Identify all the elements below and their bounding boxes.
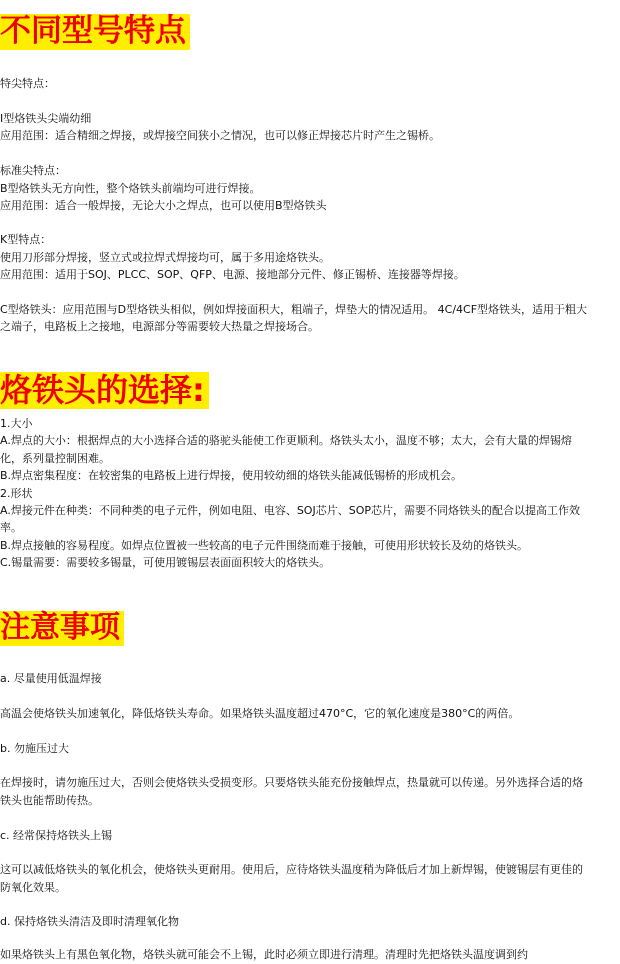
text-line: C.锡量需要：需要较多锡量，可使用镀锡层表面面积较大的烙铁头。 bbox=[0, 556, 331, 569]
text-line: I型烙铁头尖端幼细 bbox=[0, 112, 92, 125]
text-line: b. 勿施压过大 bbox=[0, 742, 69, 755]
text-line: c. 经常保持烙铁头上锡 bbox=[0, 829, 113, 842]
text-line: 1.大小 bbox=[0, 417, 33, 430]
text-line: 防氧化效果。 bbox=[0, 881, 66, 894]
text-line: 应用范围：适用于SOJ、PLCC、SOP、QFP、电源、接地部分元件、修正锡桥、连接器等焊接。 bbox=[0, 268, 465, 281]
text-line: d. 保持烙铁头清洁及即时清理氧化物 bbox=[0, 915, 179, 928]
text-line: K型特点： bbox=[0, 233, 52, 246]
text-line: 标准尖特点： bbox=[0, 164, 66, 177]
text-line: 如果烙铁头上有黑色氧化物，烙铁头就可能会不上锡，此时必须立即进行清理。清理时先把烙铁头温度调到约 bbox=[0, 948, 528, 961]
text-line: 2.形状 bbox=[0, 487, 33, 500]
text-line: C型烙铁头：应用范围与D型烙铁头相似，例如焊接面积大，粗端子，焊垫大的情况适用。 4C/4CF型烙铁头，适用于粗大 bbox=[0, 303, 588, 316]
text-line: B.焊点接触的容易程度。如焊点位置被一些较高的电子元件围绕而难于接触，可使用形状较长及幼的烙铁头。 bbox=[0, 539, 529, 552]
section-heading-models: 不同型号特点 bbox=[0, 14, 190, 50]
text-line: 使用刀形部分焊接，竖立式或拉焊式焊接均可，属于多用途烙铁头。 bbox=[0, 251, 330, 264]
text-line: 特尖特点： bbox=[0, 77, 55, 90]
text-line: A.焊接元件在种类：不同种类的电子元件，例如电阻、电容、SOJ芯片、SOP芯片，需要不同烙铁头的配合以提高工作效 bbox=[0, 504, 580, 517]
text-line: A.焊点的大小：根据焊点的大小选择合适的骆驼头能使工作更顺利。烙铁头太小，温度不够；太大，会有大量的焊锡熔 bbox=[0, 434, 572, 447]
text-line: 高温会使烙铁头加速氧化，降低烙铁头寿命。如果烙铁头温度超过470°C，它的氧化速度是380°C的两倍。 bbox=[0, 707, 520, 720]
text-line: 在焊接时，请勿施压过大，否则会使烙铁头受损变形。只要烙铁头能充份接触焊点，热量就可以传递。另外选择合适的烙 bbox=[0, 776, 583, 789]
text-line: 铁头也能帮助传热。 bbox=[0, 794, 99, 807]
text-line: 化，系列量控制困难。 bbox=[0, 452, 110, 465]
text-line: a. 尽量使用低温焊接 bbox=[0, 672, 102, 685]
section-heading-precautions: 注意事项 bbox=[0, 611, 124, 646]
text-line: B.焊点密集程度：在较密集的电路板上进行焊接，使用较幼细的烙铁头能减低锡桥的形成机会。 bbox=[0, 469, 463, 482]
text-line: 应用范围：适合一般焊接，无论大小之焊点，也可以使用B型烙铁头 bbox=[0, 199, 327, 212]
text-line: 率。 bbox=[0, 521, 22, 534]
text-line: 应用范围：适合精细之焊接，或焊接空间狭小之情况，也可以修正焊接芯片时产生之锡桥。 bbox=[0, 129, 440, 142]
text-line: 这可以减低烙铁头的氧化机会，使烙铁头更耐用。使用后，应待烙铁头温度稍为降低后才加上新焊锡，使镀锡层有更佳的 bbox=[0, 863, 583, 876]
text-line: 之端子，电路板上之接地，电源部分等需要较大热量之焊接场合。 bbox=[0, 320, 319, 333]
section-heading-selection: 烙铁头的选择: bbox=[0, 372, 209, 409]
text-line: B型烙铁头无方向性，整个烙铁头前端均可进行焊接。 bbox=[0, 182, 261, 195]
